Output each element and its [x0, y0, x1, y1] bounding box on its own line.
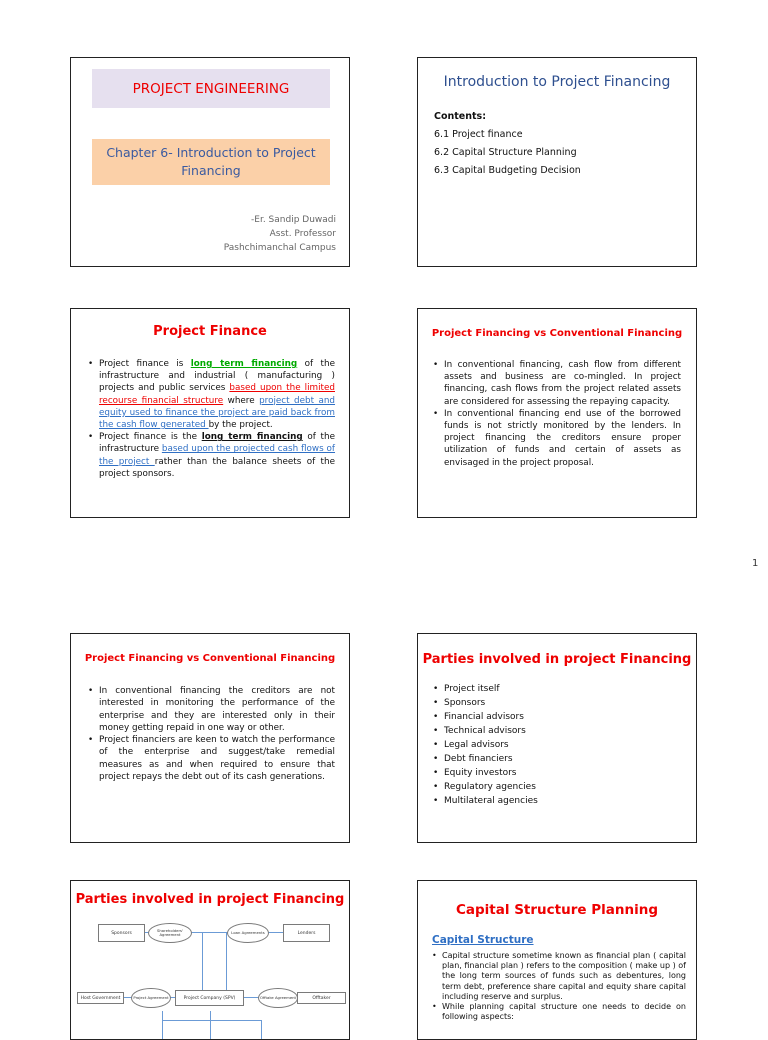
bullet-list: [432, 951, 686, 1022]
author-name: -Er. Sandip Duwadi: [251, 215, 336, 225]
connector-line: [202, 932, 203, 997]
list-item: • Regulatory agencies: [432, 780, 538, 794]
bullet-item: • In conventional financing the creditors are not interested in monitoring the performance of the enterprise and they are interested only in their money getting repaid in one way or other.: [87, 685, 335, 734]
diagram-node: Project Company (SPV): [175, 990, 244, 1006]
bullet-item: • In conventional financing end use of the borrowed funds is not strictly monitored by the lenders. In project financing the creditors ensure proper utilization of funds and certain of assets as envisaged in the project proposal.: [432, 408, 681, 469]
list-item: • Project itself: [432, 682, 538, 696]
contents-list: [434, 108, 581, 180]
slide-heading: Project Financing vs Conventional Financing: [84, 653, 336, 664]
slide-heading: Introduction to Project Financing: [443, 74, 671, 90]
bullet-item: • Project financiers are keen to watch the performance of the enterprise and suggest/take remedial measures as and when required to ensure that project repays the debt out of its cash generations.: [87, 734, 335, 783]
connector-line: [162, 1020, 262, 1021]
chapter-title: Chapter 6- Introduction to Project Financing: [92, 139, 330, 185]
page-number: 1: [752, 558, 759, 569]
slide-project-finance: [70, 308, 350, 518]
slide-intro: [417, 57, 697, 267]
bullet-item: • In conventional financing, cash flow from different assets and business are co-mingled. In project financing, cash flows from the project related assets are considered for assessing the repaying capacity.: [432, 359, 681, 408]
slide-heading: Project Financing vs Conventional Financing: [431, 328, 683, 339]
slide-heading: Parties involved in project Financing: [422, 652, 692, 667]
diagram-node: Offtaker: [297, 992, 346, 1004]
highlight-text: project debt and equity used to finance the project are paid back from the cash flow generated: [99, 395, 336, 431]
contents-item: 6.2 Capital Structure Planning: [434, 147, 577, 158]
diagram-node: Host Government: [77, 992, 124, 1004]
diagram-agreement: Project Agreement: [131, 988, 171, 1008]
parties-list: [432, 682, 538, 808]
list-item: • Multilateral agencies: [432, 794, 538, 808]
slide-title: [70, 57, 350, 267]
diagram-agreement: Offtake Agreement: [258, 988, 298, 1008]
slide-vs-conventional-1: [417, 308, 697, 518]
slide-parties-diagram: [70, 880, 350, 1040]
diagram-node: Sponsors: [98, 924, 145, 942]
slide-parties-list: [417, 633, 697, 843]
bullet-item: • Project finance is long term financing of the infrastructure and industrial ( manufacturing ) projects and public services based upon the limited recourse financial structure where project debt and equity used to finance the project are paid back from the cash flow generated by the project.: [87, 358, 335, 431]
highlight-text: long term financing: [190, 359, 298, 369]
bullet-list: [87, 685, 335, 783]
highlight-text: based upon the projected cash flows of the project: [99, 444, 336, 467]
bullet-list: [432, 359, 681, 469]
author-block: [224, 213, 336, 255]
connector-line: [226, 932, 227, 997]
slide-heading: Capital Structure Planning: [456, 902, 658, 918]
contents-label: Contents:: [434, 111, 487, 122]
list-item: • Technical advisors: [432, 724, 538, 738]
highlight-text: based upon the limited recourse financial structure: [99, 383, 335, 406]
diagram-agreement: Shareholders' Agreement: [148, 923, 192, 943]
diagram-node: Lenders: [283, 924, 330, 942]
list-item: • Sponsors: [432, 696, 538, 710]
list-item: • Financial advisors: [432, 710, 538, 724]
slide-heading: Parties involved in project Financing: [75, 892, 345, 907]
highlight-text: long term financing: [201, 432, 303, 443]
connector-line: [162, 1011, 163, 1040]
connector-line: [261, 1020, 262, 1040]
slide-title-heading: PROJECT ENGINEERING: [92, 69, 330, 108]
author-campus: Pashchimanchal Campus: [223, 243, 336, 253]
contents-item: 6.3 Capital Budgeting Decision: [434, 165, 581, 176]
bullet-list: [87, 358, 335, 480]
contents-item: 6.1 Project finance: [434, 129, 523, 140]
list-item: • Equity investors: [432, 766, 538, 780]
author-position: Asst. Professor: [269, 229, 336, 239]
diagram-agreement: Loan Agreements: [227, 923, 269, 943]
list-item: • Legal advisors: [432, 738, 538, 752]
slide-capital-structure: [417, 880, 697, 1040]
bullet-item: • Capital structure sometime known as financial plan ( capital plan, financial plan ) refers to the composition ( make up ) of the long term sources of funds such as debentures, long term debt, preference share capital and equity share capital including reserve and surplus.: [432, 951, 686, 1002]
connector-line: [210, 1011, 211, 1040]
bullet-item: • While planning capital structure one needs to decide on following aspects:: [432, 1002, 686, 1022]
slide-subheading: Capital Structure: [432, 934, 534, 946]
list-item: • Debt financiers: [432, 752, 538, 766]
bullet-item: • Project finance is the long term financing of the infrastructure based upon the projected cash flows of the project rather than the balance sheets of the project sponsors.: [87, 431, 335, 480]
slide-vs-conventional-2: [70, 633, 350, 843]
slide-heading: Project Finance: [153, 324, 267, 339]
